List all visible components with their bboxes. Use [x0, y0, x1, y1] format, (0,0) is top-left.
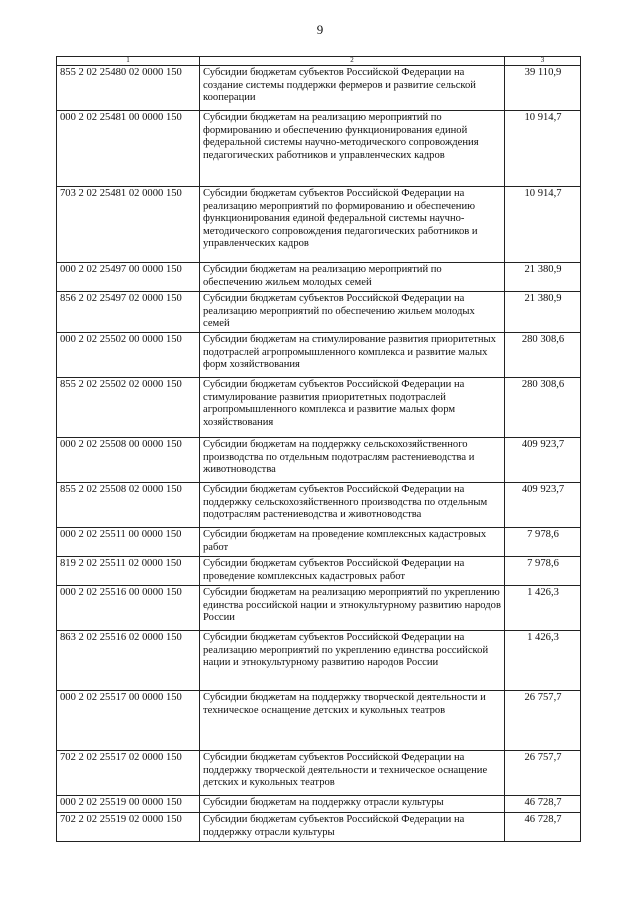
description-cell: Субсидии бюджетам субъектов Российской Федерации на реализацию мероприятий по формированию и обеспечению функционирования единой федеральной системы научно-методического сопровождения педагогических работников и управленческих кадров — [200, 187, 505, 263]
page-number: 9 — [316, 22, 324, 37]
budget-code-cell: 000 2 02 25519 00 0000 150 — [57, 796, 200, 813]
column-header-description: 2 — [200, 57, 505, 66]
budget-code-cell: 855 2 02 25508 02 0000 150 — [57, 483, 200, 528]
budget-code-cell: 819 2 02 25511 02 0000 150 — [57, 557, 200, 586]
table-row — [57, 813, 581, 842]
table-row — [57, 528, 581, 557]
table-row — [57, 292, 581, 333]
description-cell: Субсидии бюджетам на поддержку отрасли культуры — [200, 796, 505, 813]
amount-cell: 1 426,3 — [505, 631, 581, 691]
description-cell: Субсидии бюджетам субъектов Российской Федерации на реализацию мероприятий по укреплению единства российской нации и этнокультурному развитию народов России — [200, 631, 505, 691]
amount-cell: 10 914,7 — [505, 111, 581, 187]
description-cell: Субсидии бюджетам на проведение комплексных кадастровых работ — [200, 528, 505, 557]
description-cell: Субсидии бюджетам субъектов Российской Федерации на поддержку сельскохозяйственного производства по отдельным подотраслям растениеводства и животноводства — [200, 483, 505, 528]
table-body — [57, 66, 581, 842]
budget-code-cell: 702 2 02 25519 02 0000 150 — [57, 813, 200, 842]
column-header-code: 1 — [57, 57, 200, 66]
amount-cell: 1 426,3 — [505, 586, 581, 631]
description-cell: Субсидии бюджетам субъектов Российской Федерации на создание системы поддержки фермеров и развитие сельской кооперации — [200, 66, 505, 111]
amount-cell: 7 978,6 — [505, 528, 581, 557]
amount-cell: 26 757,7 — [505, 691, 581, 751]
budget-code-cell: 000 2 02 25497 00 0000 150 — [57, 263, 200, 292]
description-cell: Субсидии бюджетам субъектов Российской Федерации на стимулирование развития приоритетных подотраслей агропромышленного комплекса и развитие малых форм хозяйствования — [200, 378, 505, 438]
amount-cell: 26 757,7 — [505, 751, 581, 796]
amount-cell: 21 380,9 — [505, 263, 581, 292]
description-cell: Субсидии бюджетам субъектов Российской Федерации на поддержку творческой деятельности и техническое оснащение детских и кукольных театров — [200, 751, 505, 796]
table-row — [57, 557, 581, 586]
table-row — [57, 66, 581, 111]
budget-code-cell: 863 2 02 25516 02 0000 150 — [57, 631, 200, 691]
amount-cell: 21 380,9 — [505, 292, 581, 333]
amount-cell: 409 923,7 — [505, 438, 581, 483]
table-header — [57, 57, 581, 66]
budget-table — [56, 56, 581, 842]
description-cell: Субсидии бюджетам на стимулирование развития приоритетных подотраслей агропромышленного комплекса и развитие малых форм хозяйствования — [200, 333, 505, 378]
budget-code-cell: 000 2 02 25516 00 0000 150 — [57, 586, 200, 631]
header-row — [57, 57, 581, 66]
table-row — [57, 796, 581, 813]
amount-cell: 10 914,7 — [505, 187, 581, 263]
amount-cell: 280 308,6 — [505, 378, 581, 438]
budget-code-cell: 855 2 02 25480 02 0000 150 — [57, 66, 200, 111]
budget-code-cell: 702 2 02 25517 02 0000 150 — [57, 751, 200, 796]
amount-cell: 46 728,7 — [505, 796, 581, 813]
description-cell: Субсидии бюджетам на реализацию мероприятий по обеспечению жильем молодых семей — [200, 263, 505, 292]
description-cell: Субсидии бюджетам на реализацию мероприятий по формированию и обеспечению функционирования единой федеральной системы научно-методического сопровождения педагогических работников и управленческих кадров — [200, 111, 505, 187]
budget-code-cell: 000 2 02 25481 00 0000 150 — [57, 111, 200, 187]
table-row — [57, 483, 581, 528]
description-cell: Субсидии бюджетам субъектов Российской Федерации на проведение комплексных кадастровых работ — [200, 557, 505, 586]
budget-code-cell: 855 2 02 25502 02 0000 150 — [57, 378, 200, 438]
budget-code-cell: 703 2 02 25481 02 0000 150 — [57, 187, 200, 263]
budget-code-cell: 000 2 02 25511 00 0000 150 — [57, 528, 200, 557]
table-row — [57, 586, 581, 631]
table-row — [57, 111, 581, 187]
table-row — [57, 631, 581, 691]
amount-cell: 39 110,9 — [505, 66, 581, 111]
table-row — [57, 691, 581, 751]
description-cell: Субсидии бюджетам на поддержку творческой деятельности и техническое оснащение детских и кукольных театров — [200, 691, 505, 751]
table-row — [57, 263, 581, 292]
table-row — [57, 187, 581, 263]
budget-code-cell: 000 2 02 25508 00 0000 150 — [57, 438, 200, 483]
budget-code-cell: 856 2 02 25497 02 0000 150 — [57, 292, 200, 333]
budget-code-cell: 000 2 02 25502 00 0000 150 — [57, 333, 200, 378]
column-header-amount: 3 — [505, 57, 581, 66]
description-cell: Субсидии бюджетам субъектов Российской Федерации на реализацию мероприятий по обеспечению жильем молодых семей — [200, 292, 505, 333]
table-row — [57, 333, 581, 378]
budget-code-cell: 000 2 02 25517 00 0000 150 — [57, 691, 200, 751]
table-row — [57, 438, 581, 483]
amount-cell: 280 308,6 — [505, 333, 581, 378]
amount-cell: 409 923,7 — [505, 483, 581, 528]
description-cell: Субсидии бюджетам субъектов Российской Федерации на поддержку отрасли культуры — [200, 813, 505, 842]
amount-cell: 46 728,7 — [505, 813, 581, 842]
description-cell: Субсидии бюджетам на реализацию мероприятий по укреплению единства российской нации и этнокультурному развитию народов России — [200, 586, 505, 631]
description-cell: Субсидии бюджетам на поддержку сельскохозяйственного производства по отдельным подотраслям растениеводства и животноводства — [200, 438, 505, 483]
amount-cell: 7 978,6 — [505, 557, 581, 586]
table-row — [57, 378, 581, 438]
table-row — [57, 751, 581, 796]
